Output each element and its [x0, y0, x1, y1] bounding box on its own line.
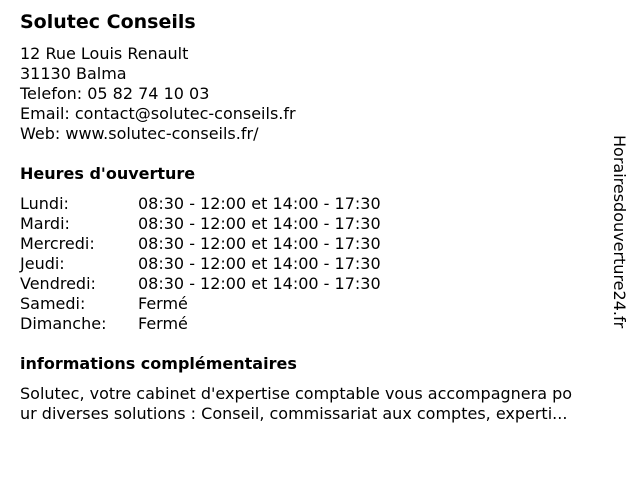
- day-label: Mercredi:: [20, 234, 95, 253]
- day-hours: 08:30 - 12:00 et 14:00 - 17:30: [138, 194, 381, 213]
- description-line: ur diverses solutions : Conseil, commissariat aux comptes, experti...: [20, 404, 568, 423]
- hours-row-thursday: [20, 254, 620, 274]
- opening-hours-heading: Heures d'ouverture: [20, 164, 196, 183]
- day-label: Mardi:: [20, 214, 70, 233]
- site-watermark: Horairesdouverture24.fr: [610, 135, 629, 329]
- day-label: Dimanche:: [20, 314, 107, 333]
- day-hours: Fermé: [138, 314, 188, 333]
- day-label: Jeudi:: [20, 254, 65, 273]
- hours-row-saturday: [20, 294, 620, 314]
- opening-hours-table: [20, 194, 620, 334]
- description-line: Solutec, votre cabinet d'expertise comptable vous accompagnera po: [20, 384, 573, 403]
- business-name: Solutec Conseils: [20, 11, 196, 33]
- day-label: Samedi:: [20, 294, 86, 313]
- hours-row-monday: [20, 194, 620, 214]
- web-text: Web: www.solutec-conseils.fr/: [20, 124, 259, 143]
- day-hours: 08:30 - 12:00 et 14:00 - 17:30: [138, 274, 381, 293]
- day-hours: 08:30 - 12:00 et 14:00 - 17:30: [138, 214, 381, 233]
- day-hours: Fermé: [138, 294, 188, 313]
- hours-row-tuesday: [20, 214, 620, 234]
- day-hours: 08:30 - 12:00 et 14:00 - 17:30: [138, 254, 381, 273]
- hours-row-friday: [20, 274, 620, 294]
- hours-row-wednesday: [20, 234, 620, 254]
- hours-row-sunday: [20, 314, 620, 334]
- email-text: Email: contact@solutec-conseils.fr: [20, 104, 296, 123]
- business-card: [20, 10, 620, 424]
- day-hours: 08:30 - 12:00 et 14:00 - 17:30: [138, 234, 381, 253]
- day-label: Vendredi:: [20, 274, 96, 293]
- address-line-street: 12 Rue Louis Renault: [20, 44, 189, 63]
- address-line-city: 31130 Balma: [20, 64, 127, 83]
- phone-text: Telefon: 05 82 74 10 03: [20, 84, 210, 103]
- additional-info-heading: informations complémentaires: [20, 354, 297, 373]
- day-label: Lundi:: [20, 194, 69, 213]
